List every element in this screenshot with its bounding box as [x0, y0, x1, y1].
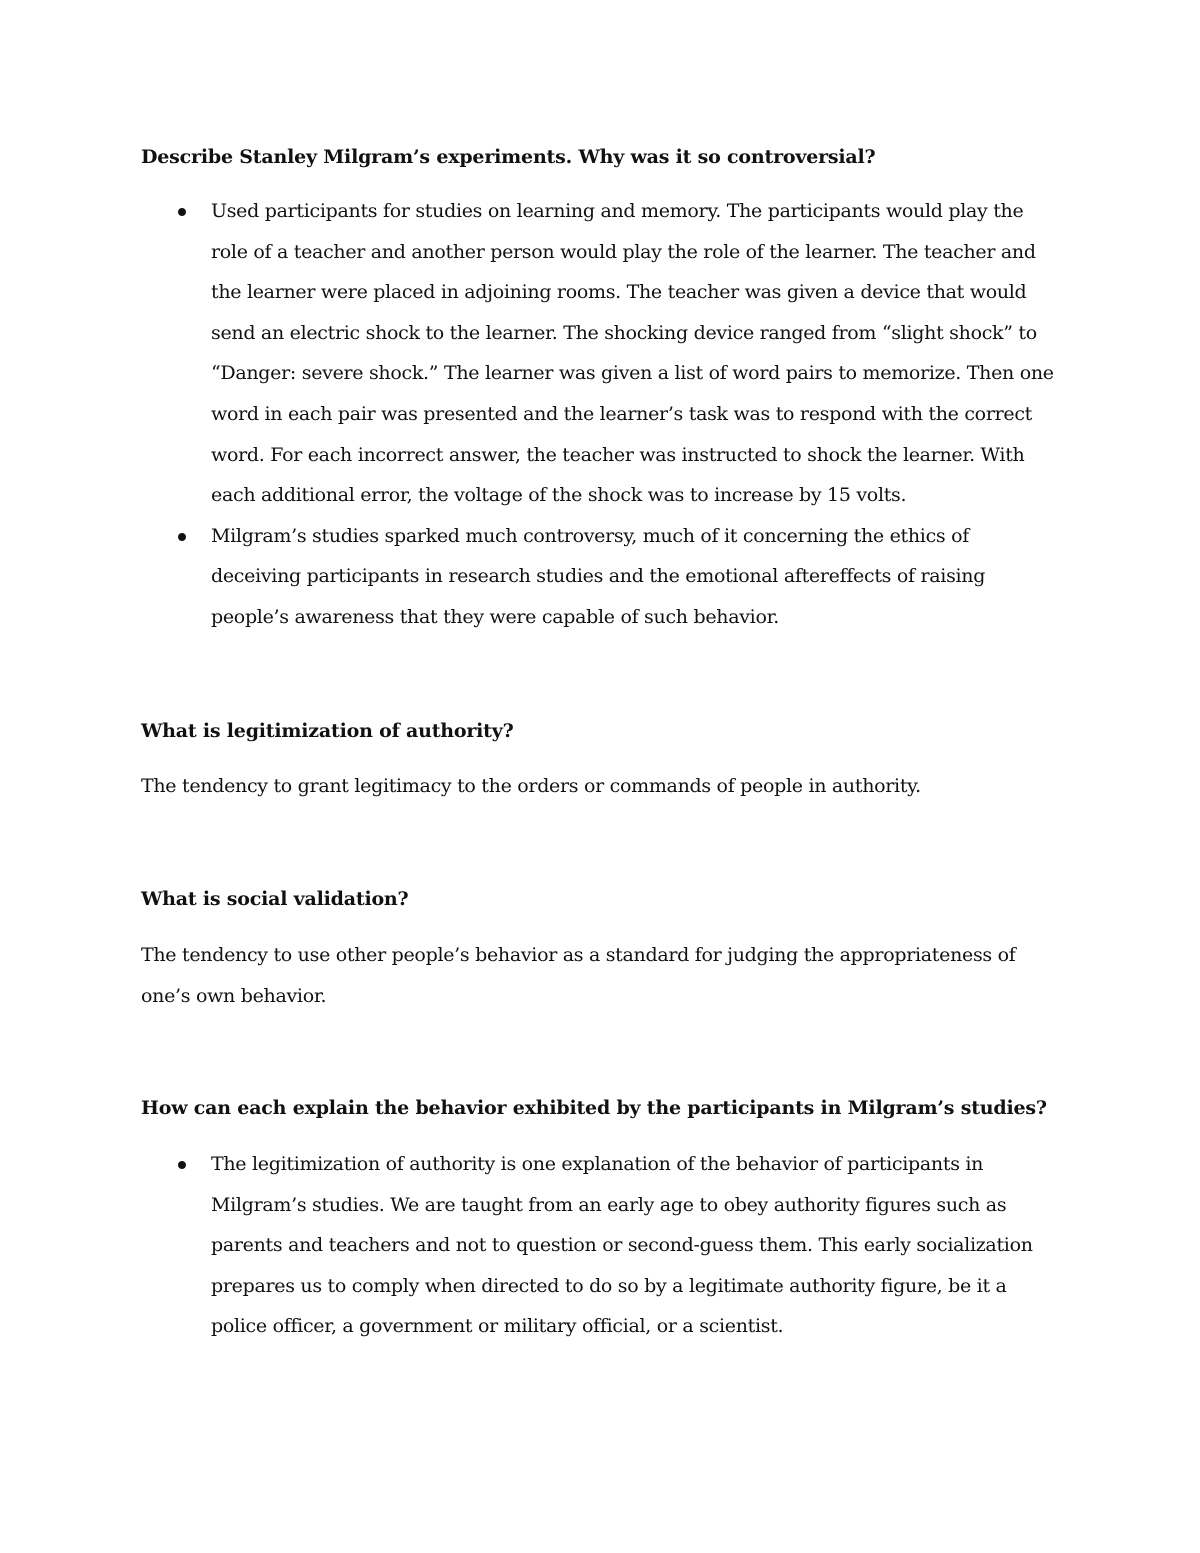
bullet-icon: [178, 533, 186, 541]
list-item-text: The legitimization of authority is one explanation of the behavior of participants in Milgram’s studies. We are taught from an early age to obey authority figures such as parents and teachers and not to question or second-guess them. This early socialization prepares us to comply when directed to do so by a legitimate authority figure, be it a police officer, a government or military official, or a scientist.: [211, 1153, 1033, 1338]
answer-list-milgram-experiments: [141, 191, 1061, 638]
question-heading-explanation: How can each explain the behavior exhibited by the participants in Milgram’s studies?: [141, 1097, 1047, 1119]
list-item: [141, 191, 1061, 516]
bullet-icon: [178, 1161, 186, 1169]
answer-list-explanation: [141, 1144, 1061, 1347]
bullet-icon: [178, 208, 186, 216]
answer-text-social-validation: The tendency to use other people’s behavior as a standard for judging the appropriateness of one’s own behavior.: [141, 944, 1016, 1007]
list-item-text: Used participants for studies on learning and memory. The participants would play the role of a teacher and another person would play the role of the learner. The teacher and the learner were placed in adjoining rooms. The teacher was given a device that would send an electric shock to the learner. The shocking device ranged from “slight shock” to “Danger: severe shock.” The learner was given a list of word pairs to memorize. Then one word in each pair was presented and the learner’s task was to respond with the correct word. For each incorrect answer, the teacher was instructed to shock the learner. With each additional error, the voltage of the shock was to increase by 15 volts.: [211, 200, 1054, 507]
question-heading-social-validation: What is social validation?: [141, 888, 409, 910]
list-item: [141, 1144, 1061, 1347]
answer-text-legitimization: The tendency to grant legitimacy to the orders or commands of people in authority.: [141, 775, 921, 797]
list-item: [141, 516, 1061, 638]
list-item-text: Milgram’s studies sparked much controversy, much of it concerning the ethics of deceiving participants in research studies and the emotional aftereffects of raising people’s awareness that they were capable of such behavior.: [211, 524, 986, 628]
question-heading-legitimization: What is legitimization of authority?: [141, 720, 514, 742]
question-heading-milgram-experiments: Describe Stanley Milgram’s experiments. Why was it so controversial?: [141, 146, 876, 168]
